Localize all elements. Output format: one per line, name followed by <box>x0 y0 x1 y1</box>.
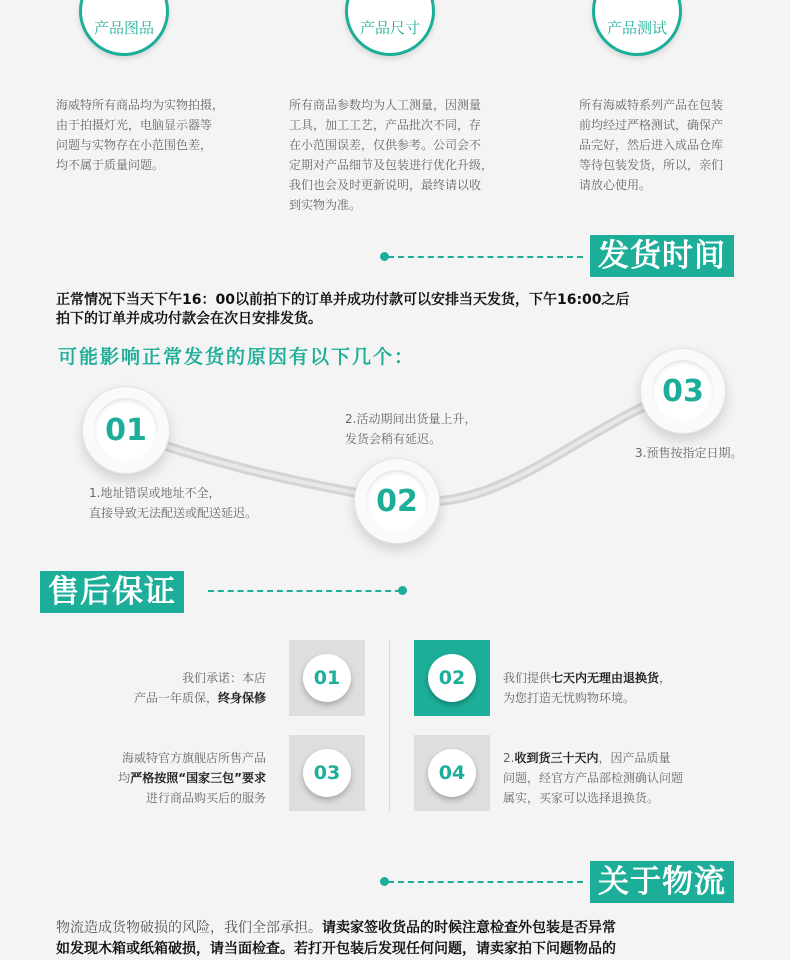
guarantee-04-text: 2.收到货三十天内，因产品质量 问题，经官方产品部检测确认问题 属实，买家可以选择退换货。 <box>503 751 684 805</box>
logistics-banner: 关于物流 <box>590 861 734 903</box>
step-01-number: 01 <box>105 412 147 448</box>
aftersale-dashline <box>208 590 401 592</box>
product-test-text: 所有海威特系列产品在包装 前均经过严格测试，确保产 品完好，然后进入成品仓库 等待包装发货，所以，亲们 请放心使用。 <box>579 98 724 192</box>
guarantee-02-box <box>414 640 490 716</box>
product-test-circle <box>592 0 682 56</box>
step-03-text: 3.预售按指定日期。 <box>635 446 743 460</box>
product-image-circle <box>79 0 169 56</box>
guarantee-01-text: 我们承诺：本店 产品一年质保，终身保修 <box>133 671 266 705</box>
shipping-banner: 发货时间 <box>590 235 734 277</box>
product-size-circle <box>345 0 435 56</box>
product-image-label: 产品图品 <box>93 19 154 37</box>
guarantee-03-number: 03 <box>303 749 351 797</box>
shipping-line-2: 拍下的订单并成功付款会在次日安排发货。 <box>56 311 322 327</box>
step-02-circle <box>354 458 440 544</box>
step-01-circle <box>82 386 170 474</box>
step-03-number: 03 <box>662 373 704 409</box>
shipping-line-1: 正常情况下当天下午16：00以前拍下的订单并成功付款可以安排当天发货，下午16:00之后 <box>56 292 630 308</box>
logistics-dashline <box>388 881 583 883</box>
guarantee-01-number: 01 <box>303 654 351 702</box>
product-size-label: 产品尺寸 <box>359 19 420 37</box>
product-test-label: 产品测试 <box>606 19 667 37</box>
step-03-circle <box>640 348 726 434</box>
reasons-title: 可能影响正常发货的原因有以下几个： <box>58 346 416 368</box>
guarantee-03-box <box>289 735 365 811</box>
guarantee-02-text: 我们提供七天内无理由退换货， 为您打造无忧购物环境。 <box>503 671 672 705</box>
guarantee-divider <box>389 640 390 812</box>
guarantee-03-text: 海威特官方旗舰店所售产品 均严格按照“国家三包”要求 进行商品购买后的服务 <box>118 751 266 805</box>
step-02-number: 02 <box>376 483 418 519</box>
aftersale-dot <box>398 586 407 595</box>
product-image-text: 海威特所有商品均为实物拍摄， 由于拍摄灯光，电脑显示器等 问题与实物存在小范围色差， 均不属于质量问题。 <box>56 98 225 172</box>
product-size-text: 所有商品参数均为人工测量，因测量 工具，加工工艺，产品批次不同，存 在小范围误差，仅供参考。公司会不 定期对产品细节及包装进行优化升级， 我们也会及时更新说明，最终请以收 到实物为准。 <box>289 98 494 212</box>
guarantee-02-number: 02 <box>428 654 476 702</box>
guarantee-04-box <box>414 735 490 811</box>
guarantee-04-number: 04 <box>428 749 476 797</box>
step-01-text: 1.地址错误或地址不全， 直接导致无法配送或配送延迟。 <box>89 486 258 520</box>
guarantee-01-box <box>289 640 365 716</box>
shipping-dashline <box>388 256 583 258</box>
aftersale-banner: 售后保证 <box>40 571 184 613</box>
logistics-text: 物流造成货物破损的风险，我们全部承担。请卖家签收货品的时候注意检查外包装是否异常 如发现木箱或纸箱破损，请当面检查。若打开包装后发现任何问题，请卖家拍下问题物品的 <box>56 920 616 957</box>
step-02-text: 2.活动期间出货量上升， 发货会稍有延迟。 <box>345 412 477 446</box>
